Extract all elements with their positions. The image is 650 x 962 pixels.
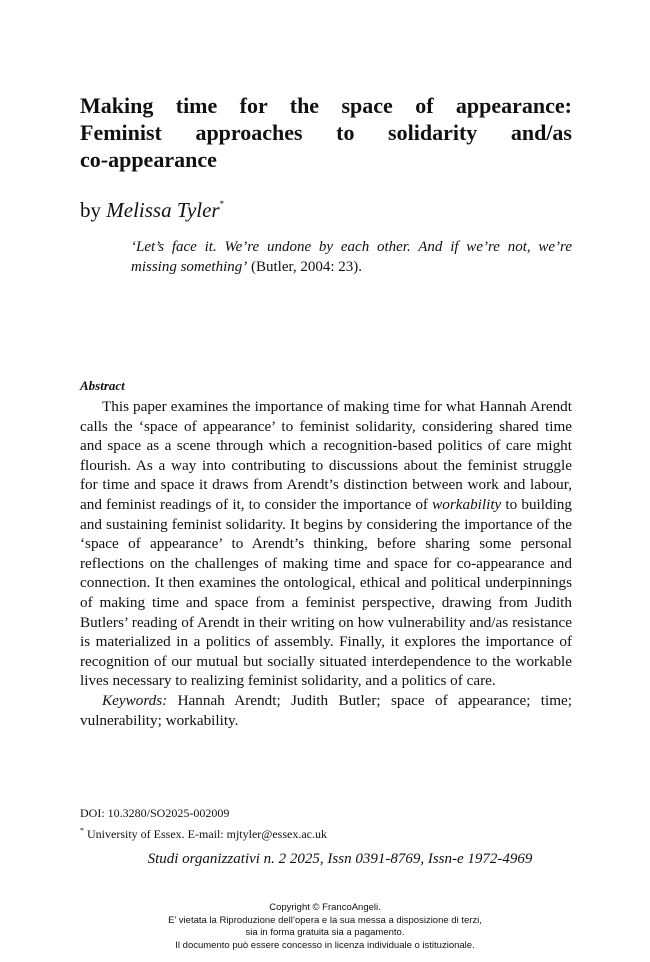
author-byline (80, 192, 224, 222)
title-line-1: Making time for the space of appearance: (80, 93, 572, 118)
journal-citation: Studi organizzativi n. 2 2025, Issn 0391-8769, Issn-e 1972-4969 (147, 851, 533, 867)
copyright-line-4: Il documento può essere concesso in licenza individuale o istituzionale. (175, 939, 475, 951)
abstract-emphasis: workability (432, 495, 502, 513)
author-footnote-mark: * (219, 199, 225, 209)
affiliation-text: University of Essex. E-mail: mjtyler@essex.ac.uk (87, 827, 327, 841)
footnotes (80, 805, 327, 843)
epigraph (131, 237, 572, 277)
copyright-line-3: sia in forma gratuita sia a pagamento. (245, 927, 405, 938)
affiliation-footnote (80, 822, 327, 843)
keywords-paragraph (80, 691, 572, 730)
abstract-paragraph (80, 397, 572, 691)
byline-prefix: by (80, 198, 101, 222)
copyright-notice (0, 902, 650, 952)
abstract-heading: Abstract (80, 378, 125, 393)
abstract-text-start: This paper examines the importance of making time for what Hannah Arendt calls the ‘space of appearance’ to feminist solidarity, considering shared time and space as a scene through which a recognition-based politics of care might flourish. As a way into contributing to discussions about the feminist struggle for time and space it draws from Arendt’s distinction between work and labour, and feminist readings of it, to consider the importance of (80, 398, 572, 513)
doi-text: DOI: 10.3280/SO2025-002009 (80, 806, 230, 820)
article-title (80, 92, 572, 173)
epigraph-citation: (Butler, 2004: 23). (247, 259, 363, 275)
title-line-3: co-appearance (80, 147, 217, 172)
title-line-2: Feminist approaches to solidarity and/as (80, 120, 572, 145)
copyright-line-2: E’ vietata la Riproduzione dell’opera e la sua messa a disposizione di terzi, (168, 914, 482, 926)
abstract-text-end: to building and sustaining feminist solidarity. It begins by considering the importance of the ‘space of appearance’ to Arendt’s thinking, before sharing some personal reflections on the challenges of making time and space for co-appearance and connection. It then examines the ontological, ethical and political underpinnings of making time and space from a feminist perspective, drawing from Judith Butlers’ reading of Arendt in their writing on how vulnerability and/as resistance is materialized in a politics of assembly. Finally, it explores the importance of recognition of our mutual but socially situated interdependence to the workable lives necessary to realizing feminist solidarity, and a politics of care. (80, 495, 572, 690)
affiliation-mark: * (80, 826, 84, 835)
copyright-line-1: Copyright © FrancoAngeli. (269, 902, 381, 913)
keywords-label: Keywords: (102, 691, 168, 709)
author-name: Melissa Tyler (106, 198, 220, 222)
epigraph-quote: ‘Let’s face it. We’re undone by each other. And if we’re not, we’re missing something’ (131, 239, 572, 275)
keywords-list: Hannah Arendt; Judith Butler; space of appearance; time; vulnerability; workability. (80, 691, 572, 729)
abstract-body (80, 397, 572, 730)
